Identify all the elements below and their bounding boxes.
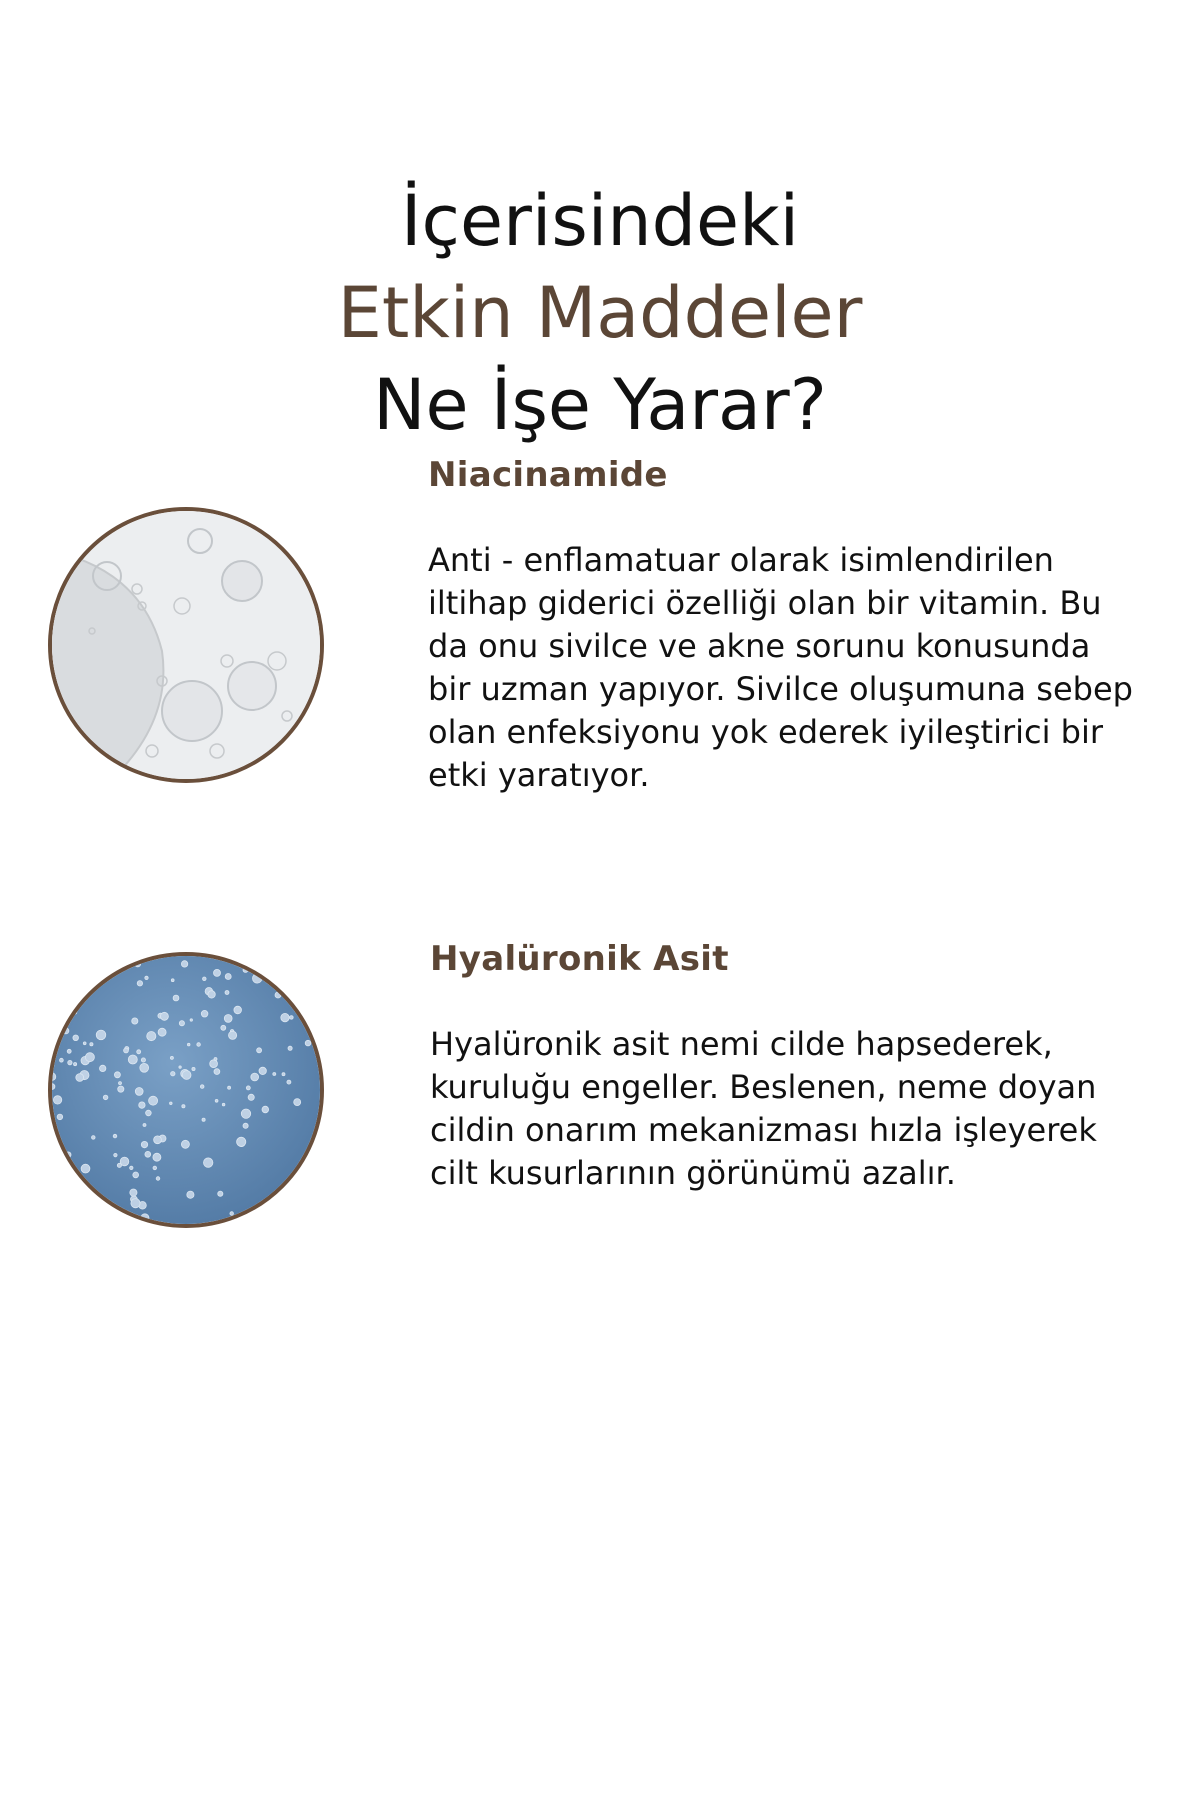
bubble xyxy=(202,1118,205,1121)
bubble xyxy=(61,1203,70,1212)
bubble xyxy=(272,1218,276,1222)
bubble xyxy=(100,1065,106,1071)
ingredient-title: Niacinamide xyxy=(428,455,668,495)
bubble xyxy=(295,959,300,964)
bubble xyxy=(308,1201,316,1209)
bubble xyxy=(241,1109,250,1118)
bubble xyxy=(158,1028,166,1036)
bubble xyxy=(137,1050,141,1054)
bubble xyxy=(182,1071,191,1080)
description-line: Hyalüronik asit nemi cilde hapsederek, xyxy=(430,1025,1053,1063)
water-bubbles-icon xyxy=(48,952,324,1228)
bubble xyxy=(114,1072,120,1078)
bubble xyxy=(119,1082,122,1085)
bubble xyxy=(153,1166,157,1170)
bubble xyxy=(103,1095,108,1100)
title-line-3: Ne İşe Yarar? xyxy=(373,363,827,446)
ingredient-description xyxy=(428,539,1188,797)
bubble xyxy=(122,1211,124,1213)
bubble xyxy=(113,1134,117,1138)
bubble xyxy=(160,1012,168,1020)
bubble xyxy=(147,1032,156,1041)
bubble xyxy=(145,976,148,979)
bubble xyxy=(204,1158,213,1167)
bubble xyxy=(287,1080,291,1084)
bubble xyxy=(197,1043,201,1047)
bubble xyxy=(228,1086,231,1089)
bubble xyxy=(63,1028,69,1034)
bubble xyxy=(237,1137,246,1146)
bubble xyxy=(146,1110,152,1116)
bubble xyxy=(53,1096,61,1104)
bubble xyxy=(229,1031,237,1039)
bubble xyxy=(181,1140,189,1148)
bubble xyxy=(215,1099,218,1102)
bubble xyxy=(210,1060,218,1068)
bubble xyxy=(54,960,58,964)
bubble xyxy=(243,967,248,972)
bubble xyxy=(156,1177,160,1181)
serum-droplets-icon xyxy=(48,507,324,783)
bubble xyxy=(130,1189,137,1196)
bubble xyxy=(76,1074,84,1082)
bubble xyxy=(190,1019,192,1021)
bubble xyxy=(282,1073,285,1076)
page-title xyxy=(0,175,1200,451)
bubble xyxy=(67,1049,71,1053)
bubble xyxy=(114,1153,117,1156)
bubble xyxy=(203,977,207,981)
bubble xyxy=(90,1043,93,1046)
bubble xyxy=(52,1038,55,1043)
bubble xyxy=(132,1018,138,1024)
bubble xyxy=(179,1066,181,1068)
bubble xyxy=(154,1136,162,1144)
bubble xyxy=(208,991,215,998)
bubble xyxy=(65,1152,71,1158)
bubble xyxy=(145,1151,151,1157)
bubble xyxy=(85,1053,94,1062)
bubble xyxy=(214,1069,220,1075)
water-bubbles-image xyxy=(52,956,320,1224)
bubble xyxy=(259,1067,266,1074)
bubble xyxy=(200,1085,204,1089)
bubble xyxy=(192,1067,195,1070)
bubble xyxy=(251,1073,259,1081)
ingredient-hyaluronic-acid xyxy=(0,925,1200,1255)
bubble xyxy=(93,956,100,960)
bubble xyxy=(239,958,243,962)
title-line-2: Etkin Maddeler xyxy=(337,271,863,354)
bubble xyxy=(222,1103,225,1106)
bubble xyxy=(141,1141,147,1147)
bubble xyxy=(71,1202,75,1206)
bubble xyxy=(55,1210,61,1216)
bubble xyxy=(201,1010,208,1017)
bubble xyxy=(171,1072,175,1076)
bubble xyxy=(234,1006,242,1014)
bubble xyxy=(74,1063,77,1066)
description-line: Anti - enflamatuar olarak isimlendirilen xyxy=(428,541,1054,579)
bubble xyxy=(121,961,125,965)
bubble xyxy=(290,1016,294,1020)
bubble xyxy=(170,1056,173,1059)
bubble xyxy=(171,979,174,982)
bubble xyxy=(257,1048,262,1053)
bubble xyxy=(221,1025,226,1030)
bubble xyxy=(170,1102,173,1105)
bubble xyxy=(114,1208,118,1212)
description-line: cildin onarım mekanizması hızla işleyerek xyxy=(430,1111,1097,1149)
bubble xyxy=(68,1060,72,1064)
bubble xyxy=(135,1088,143,1096)
bubble xyxy=(57,986,65,994)
ingredient-description xyxy=(430,1023,1190,1195)
bubble xyxy=(288,1046,292,1050)
bubble xyxy=(96,965,99,968)
title-line-1: İçerisindeki xyxy=(400,179,800,262)
bubble xyxy=(275,992,281,998)
description-line: cilt kusurlarının görünümü azalır. xyxy=(430,1154,956,1192)
description-line: olan enfeksiyonu yok ederek iyileştirici bir xyxy=(428,713,1104,751)
bubble xyxy=(71,1191,74,1194)
bubble xyxy=(135,961,141,967)
bubble xyxy=(224,1015,232,1023)
bubble xyxy=(218,1191,223,1196)
bubble xyxy=(294,1099,301,1106)
bubble xyxy=(96,1030,106,1040)
bubble xyxy=(281,1013,289,1021)
bubble xyxy=(243,1123,248,1128)
bubble xyxy=(133,1172,139,1178)
ingredient-niacinamide xyxy=(0,455,1200,794)
bubble xyxy=(140,1063,149,1072)
bubble xyxy=(52,1121,55,1124)
bubble xyxy=(214,969,221,976)
bubble xyxy=(139,1102,145,1108)
bubble xyxy=(52,1084,55,1090)
bubble xyxy=(70,1188,77,1195)
description-line: da onu sivilce ve akne sorunu konusunda xyxy=(428,627,1091,665)
bubble xyxy=(277,961,283,967)
bubble xyxy=(124,1048,129,1053)
bubble xyxy=(117,1163,121,1167)
bubble xyxy=(230,1212,234,1216)
bubble xyxy=(81,1164,90,1173)
bubble xyxy=(239,958,242,961)
bubble xyxy=(83,1042,86,1045)
bubble xyxy=(276,980,279,983)
bubble xyxy=(262,1106,269,1113)
bubble xyxy=(137,981,142,986)
bubble xyxy=(60,1058,64,1062)
ingredient-title: Hyalüronik Asit xyxy=(430,939,729,979)
bubble xyxy=(281,982,287,988)
bubble xyxy=(153,1153,161,1161)
description-line: etki yaratıyor. xyxy=(428,756,650,794)
bubble xyxy=(248,1094,254,1100)
bubble xyxy=(131,1199,140,1208)
bubble xyxy=(181,961,187,967)
bubble xyxy=(187,1191,194,1198)
bubble xyxy=(52,1152,60,1161)
bubble xyxy=(130,1166,133,1169)
bubble xyxy=(246,1086,250,1090)
bubble xyxy=(273,1073,276,1076)
bubble xyxy=(173,995,179,1001)
description-line: iltihap giderici özelliği olan bir vitamin. Bu xyxy=(428,584,1102,622)
bubble xyxy=(149,1096,158,1105)
serum-droplets-image xyxy=(52,511,320,779)
bubble xyxy=(179,1021,184,1026)
bubble xyxy=(141,1058,145,1062)
bubble xyxy=(225,974,231,980)
bubble xyxy=(52,1177,58,1187)
bubble xyxy=(225,991,229,995)
bubble xyxy=(73,1011,76,1014)
bubble xyxy=(115,967,120,972)
bubble xyxy=(57,1114,63,1120)
description-line: kuruluğu engeller. Beslenen, neme doyan xyxy=(430,1068,1097,1106)
bubble xyxy=(305,1040,311,1046)
bubble xyxy=(187,1043,190,1046)
bubble xyxy=(253,974,262,983)
bubble xyxy=(141,1214,149,1222)
bubble xyxy=(182,1105,185,1108)
bubble xyxy=(128,1055,137,1064)
bubble xyxy=(68,1004,73,1009)
bubble xyxy=(52,1073,56,1081)
bubble xyxy=(73,1035,79,1041)
bubble xyxy=(92,1136,96,1140)
description-line: bir uzman yapıyor. Sivilce oluşumuna sebep xyxy=(428,670,1133,708)
bubble xyxy=(73,1219,79,1224)
bubble xyxy=(214,1058,217,1061)
bubble xyxy=(226,957,229,960)
bubble xyxy=(118,1086,124,1092)
bubble xyxy=(91,1199,98,1206)
bubble xyxy=(143,1124,146,1127)
